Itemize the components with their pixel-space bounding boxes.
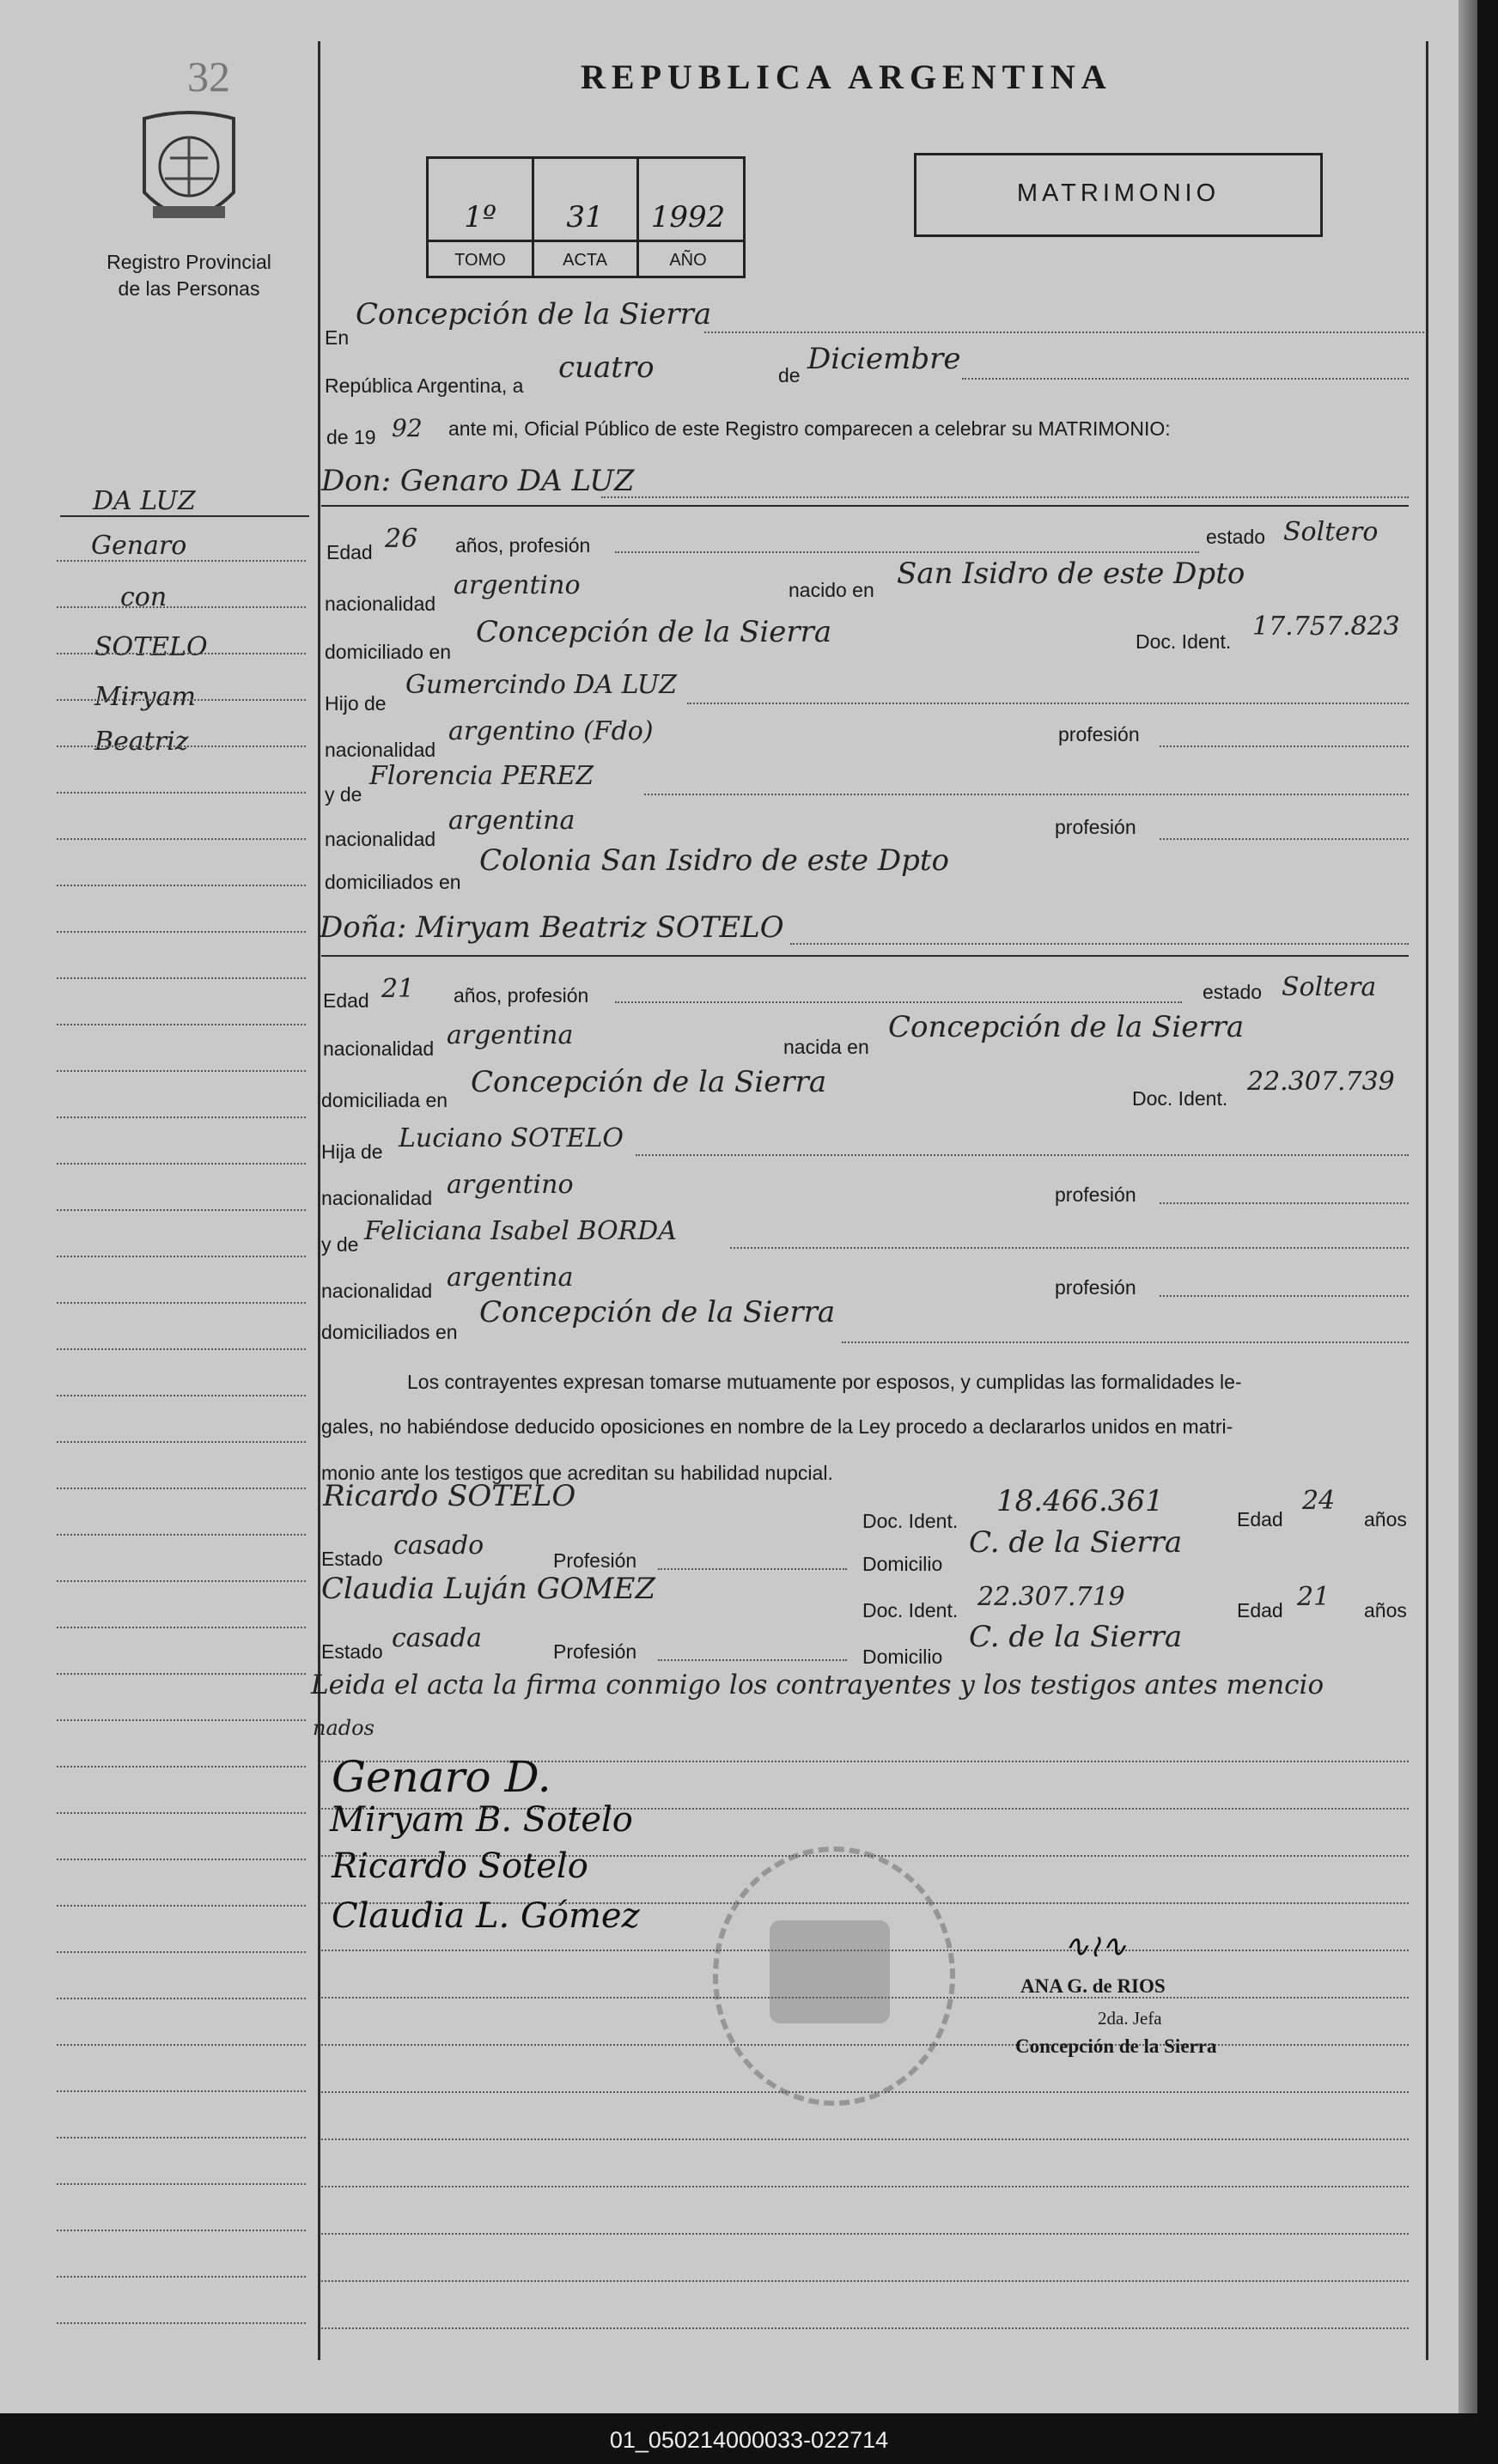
witness-2-age: 21 <box>1297 1582 1331 1612</box>
bride-mother-nationality: argentina <box>447 1262 574 1293</box>
margin-dotted-line <box>57 1627 306 1628</box>
body-dotted-line <box>321 2139 1409 2140</box>
groom-birthplace: San Isidro de este Dpto <box>897 557 1245 591</box>
margin-dotted-line <box>57 1256 306 1257</box>
right-border <box>1426 41 1428 2360</box>
formula-line-2: gales, no habiéndose deducido oposiciones en nombre de la Ley procedo a declararlos unidos en matri- <box>321 1415 1233 1438</box>
margin-dotted-line <box>57 1441 306 1443</box>
bride-birthplace: Concepción de la Sierra <box>888 1010 1245 1044</box>
bride-parents-address: Concepción de la Sierra <box>479 1295 836 1329</box>
groom-doc-number: 17.757.823 <box>1252 611 1400 642</box>
official-office: Concepción de la Sierra <box>1015 2035 1217 2057</box>
formula-line-1: Los contrayentes expresan tomarse mutuamente por esposos, y cumplidas las formalidades le- <box>407 1371 1242 1393</box>
groom-status: Soltero <box>1283 517 1379 547</box>
official-name: ANA G. de RIOS <box>1020 1975 1166 1997</box>
body-dotted-line <box>321 2186 1409 2187</box>
bride-doc-number: 22.307.739 <box>1247 1067 1395 1097</box>
official-role: 2da. Jefa <box>1098 2008 1162 2029</box>
margin-dotted-line <box>57 2137 306 2139</box>
document-type: MATRIMONIO <box>1016 179 1221 207</box>
witness-2-doc: 22.307.719 <box>977 1582 1125 1612</box>
closing-line-1: Leida el acta la firma conmigo los contrayentes y los testigos antes mencio <box>311 1670 1324 1700</box>
groom-father: Gumercindo DA LUZ <box>405 670 678 700</box>
margin-dotted-line <box>57 1534 306 1536</box>
margin-dotted-line <box>57 1395 306 1396</box>
formula-line-3: monio ante los testigos que acreditan su habilidad nupcial. <box>321 1462 833 1484</box>
margin-con: con <box>120 582 167 612</box>
body-dotted-line <box>321 2233 1409 2235</box>
bride-mother: Feliciana Isabel BORDA <box>364 1216 677 1246</box>
tomo-cell: 1º TOMO <box>429 159 534 276</box>
statement-text: ante mi, Oficial Público de este Registro comparecen a celebrar su MATRIMONIO: <box>448 417 1171 440</box>
signature-witness-1: Ricardo Sotelo <box>332 1846 588 1886</box>
image-id-footer: 01_050214000033-022714 <box>609 2427 889 2453</box>
margin-dotted-line <box>57 1302 306 1304</box>
margin-dotted-line <box>57 1209 306 1211</box>
document-type-box <box>914 153 1323 237</box>
de-label: de <box>778 364 801 386</box>
ceremony-month: Diciembre <box>807 342 961 376</box>
bride-status: Soltera <box>1282 972 1377 1002</box>
en-label: En <box>325 326 350 349</box>
official-round-stamp <box>713 1846 955 2106</box>
margin-dotted-line <box>57 1998 306 1999</box>
margin-dotted-line <box>57 560 306 562</box>
witness-1-age: 24 <box>1302 1486 1336 1516</box>
groom-nationality: argentino <box>454 570 581 600</box>
register-reference-box <box>426 156 746 278</box>
bride-age: 21 <box>381 974 415 1004</box>
year-prefix: de 19 <box>326 426 376 448</box>
ceremony-day: cuatro <box>558 350 655 385</box>
margin-dotted-line <box>57 1163 306 1165</box>
groom-address: Concepción de la Sierra <box>476 615 832 649</box>
republica-label: República Argentina, a <box>325 374 524 397</box>
margin-dotted-line <box>57 2276 306 2278</box>
groom-mother-nationality: argentina <box>448 806 575 836</box>
bride-address: Concepción de la Sierra <box>471 1065 827 1099</box>
groom-name: Don: Genaro DA LUZ <box>321 464 635 498</box>
margin-dotted-line <box>57 1951 306 1953</box>
margin-surname: DA LUZ <box>93 486 196 516</box>
margin-given-name-3: Beatriz <box>94 727 189 757</box>
margin-divider <box>318 41 320 2360</box>
acta-cell: 31 ACTA <box>533 159 639 276</box>
margin-given-name-2: Miryam <box>94 682 196 712</box>
page-number: 32 <box>187 52 230 100</box>
anio-cell: 1992 AÑO <box>650 200 726 270</box>
margin-dotted-line <box>57 792 306 794</box>
margin-dotted-line <box>57 1859 306 1860</box>
witness-1-address: C. de la Sierra <box>969 1525 1183 1560</box>
margin-dotted-line <box>57 1766 306 1767</box>
margin-dotted-line <box>57 977 306 979</box>
bride-father-nationality: argentino <box>447 1170 574 1200</box>
closing-line-2: nados <box>313 1716 374 1740</box>
margin-dotted-line <box>57 1348 306 1350</box>
margin-dotted-line <box>57 1116 306 1118</box>
margin-dotted-line <box>57 2044 306 2046</box>
margin-surname-2: SOTELO <box>94 632 208 662</box>
margin-given-name: Genaro <box>91 531 187 561</box>
margin-dotted-line <box>57 1488 306 1489</box>
margin-dotted-line <box>57 1719 306 1721</box>
body-dotted-line <box>321 2280 1409 2282</box>
margin-dotted-line <box>57 1024 306 1025</box>
witness-1-doc: 18.466.361 <box>996 1484 1164 1518</box>
bride-nationality: argentina <box>447 1020 574 1050</box>
ceremony-place: Concepción de la Sierra <box>356 297 712 332</box>
page-title: REPUBLICA ARGENTINA <box>581 58 1112 96</box>
signature-witness-2: Claudia L. Gómez <box>332 1896 640 1936</box>
bride-father: Luciano SOTELO <box>399 1123 624 1153</box>
register-page: 32 Registro Provincial de las Personas REPUBLICA ARGENTINA MATRIMONIO 1º TOMO 31 ACTA 1992 AÑO DA LUZ Genaro con SOTELO Miryam Beatriz En Concepción de la Sierra República Argentina, a cuatro de Diciembre de 19 92 ante mi, Oficial Público de este Registro comparecen a celebrar su MATRIMONIO: Don: Genaro DA LUZ Edad 26 años, profesión estado Soltero nacionalidad argentino nacido en San Isidro de este Dpto domiciliado en Concepción de la Sierra Doc. Ident. 17.757.823 Hijo de Gumercindo DA LUZ nacionalidad argentino (Fdo) profesión y de Florencia PEREZ nacionalidad argentina profesión domiciliados en Colonia San Isidro de este Dpto Doña: Miryam Beatriz SOTELO Edad 21 años, profesión estado Soltera nacionalidad argentina nacida en Concepción de la Sierra domiciliada en Concepción de la Sierra Doc. Ident. 22.307.739 Hija de Luciano SOTELO nacionalidad argentino profesión y de Feliciana Isabel BORDA nacionalidad argentina profesión domiciliados en Concepción de la Sierra Los contrayentes expresan tomarse mutuamente por esposos, y cumplidas las formalidades le- gales, no habiéndose deducido oposiciones en nombre de la Ley procedo a declararlos unidos en matri- monio ante los testigos que acreditan su habilidad nupcial. Ricardo SOTELO Doc. Ident. 18.466.361 Edad 24 años Estado casado Profesión Domicilio C. de la Sierra Claudia Luján GOMEZ Doc. Ident. 22.307.719 Edad 21 años Estado casada Profesión Domicilio C. de la Sierra Leida el acta la firma conmigo los contrayentes y los testigos antes mencio nados Genaro D. Miryam B. Sotelo Ricardo Sotelo Claudia L. Gómez ∿≀∿ ANA G. de RIOS 2da. Jefa Concepción de la Sierra <box>0 0 1477 2413</box>
witness-2-status: casada <box>392 1623 483 1653</box>
signature-bride: Miryam B. Sotelo <box>330 1800 633 1840</box>
witness-1-status: casado <box>393 1530 484 1561</box>
margin-dotted-line <box>57 1580 306 1582</box>
bride-name: Doña: Miryam Beatriz SOTELO <box>320 910 784 945</box>
margin-dotted-line <box>57 653 306 654</box>
margin-dotted-line <box>57 745 306 747</box>
margin-dotted-line <box>57 2230 306 2231</box>
groom-age: 26 <box>385 524 418 554</box>
groom-parents-address: Colonia San Isidro de este Dpto <box>479 843 950 878</box>
margin-dotted-line <box>57 1673 306 1675</box>
official-signature: ∿≀∿ <box>1063 1929 1127 1964</box>
margin-dotted-line <box>57 2322 306 2324</box>
signature-groom: Genaro D. <box>332 1752 551 1802</box>
provincial-seal-icon <box>136 110 242 232</box>
margin-dotted-line <box>57 1905 306 1907</box>
margin-dotted-line <box>57 931 306 933</box>
body-dotted-line <box>321 2327 1409 2329</box>
groom-mother: Florencia PEREZ <box>369 761 594 791</box>
margin-dotted-line <box>57 699 306 701</box>
margin-dotted-line <box>57 1812 306 1814</box>
witness-1-name: Ricardo SOTELO <box>323 1479 576 1513</box>
margin-dotted-line <box>57 838 306 840</box>
witness-2-address: C. de la Sierra <box>969 1620 1183 1654</box>
margin-dotted-line <box>57 885 306 886</box>
groom-father-nationality: argentino (Fdo) <box>448 716 654 746</box>
margin-dotted-line <box>57 2183 306 2185</box>
witness-2-name: Claudia Luján GOMEZ <box>321 1572 656 1606</box>
margin-dotted-line <box>57 1070 306 1072</box>
ceremony-year: 92 <box>392 414 423 442</box>
margin-dotted-line <box>57 2090 306 2092</box>
margin-dotted-line <box>57 606 306 608</box>
agency-name: Registro Provincial de las Personas <box>107 251 271 300</box>
